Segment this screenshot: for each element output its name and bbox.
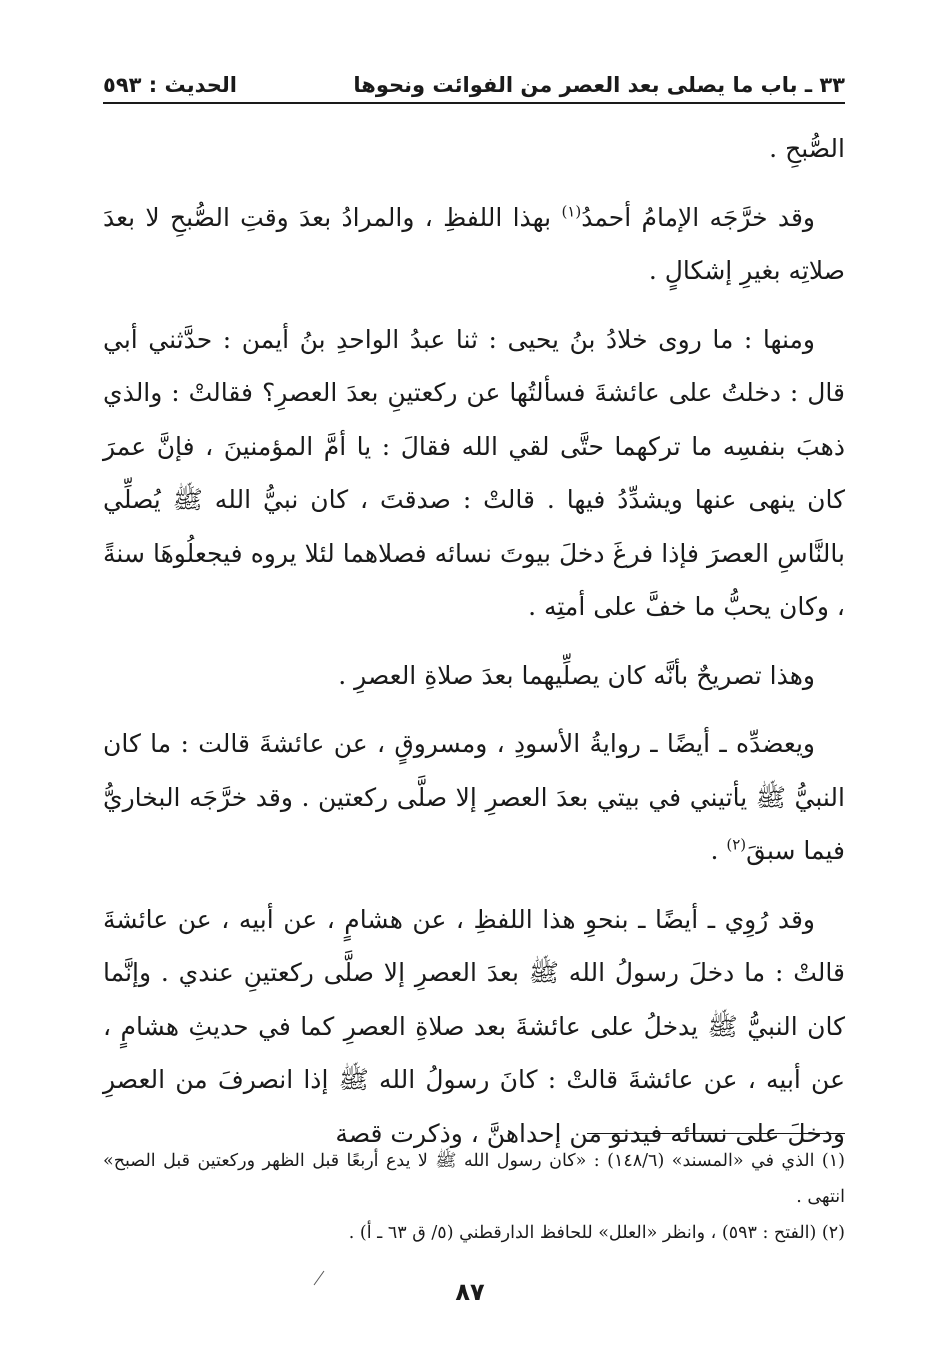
- paragraph-2-text-a: وقد خرَّجَه الإمامُ أحمدُ: [581, 202, 815, 232]
- page-number: ٨٧: [455, 1278, 485, 1306]
- footnote-1: (١) الذي في «المسند» (١٤٨/٦) : «كان رسول الله ﷺ لا يدع أربعًا قبل الظهر وركعتين قبل الصبح» انتهى .: [103, 1151, 845, 1207]
- footnote-rule: [587, 1133, 845, 1134]
- main-text: [103, 122, 845, 1175]
- hadith-number: الحديث : ٥٩٣: [103, 73, 237, 97]
- footnote-2: (٢) (الفتح : ٥٩٣) ، وانظر «العلل» للحافظ الدارقطني (٥/ ق ٦٣ ـ أ) .: [348, 1223, 845, 1243]
- running-header: [103, 68, 845, 102]
- paragraph-1: الصُّبحِ .: [769, 134, 845, 163]
- paragraph-2-text-b: بهذا اللفظِ ، والمرادُ بعدَ وقتِ الصُّبحِ لا بعدَ صلاتِه بغيرِ إشكالٍ .: [103, 202, 845, 285]
- stray-pen-mark: [313, 1270, 325, 1286]
- paragraph-3: ومنها : ما روى خلادُ بنُ يحيى : ثنا عبدُ الواحدِ بنُ أيمن : حدَّثني أبي قال : دخلتُ على عائشةَ فسألتُها عن ركعتينِ بعدَ العصرِ؟ فقالتْ : والذي ذهبَ بنفسِه ما تركهما حتَّى لقي الله فقالَ : يا أمَّ المؤمنينَ ، فإنَّ عمرَ كان ينهى عنها ويشدِّدُ فيها . قالتْ : صدقتَ ، كان نبيُّ الله ﷺ يُصلِّي بالنَّاسِ العصرَ فإذا فرغَ دخلَ بيوتَ نسائه فصلاهما لئلا يروه فيجعلُوهَا سنةً ، وكان يحبُّ ما خفَّ على أمتِه .: [103, 324, 845, 621]
- header-rule: [103, 102, 845, 104]
- paragraph-2: [103, 191, 845, 298]
- footnote-ref-1: (١): [561, 202, 582, 221]
- paragraph-5-text-b: .: [710, 836, 727, 865]
- footnotes: [103, 1143, 845, 1251]
- paragraph-4: وهذا تصريحٌ بأنَّه كان يصلِّيهما بعدَ صلاةِ العصرِ .: [338, 660, 815, 690]
- footnote-ref-2: (٢): [726, 835, 747, 854]
- paragraph-5-text-a: ويعضدِّه ـ أيضًا ـ روايةُ الأسودِ ، ومسروقٍ ، عن عائشةَ قالت : ما كان النبيُّ ﷺ يأتيني في بيتي بعدَ العصرِ إلا صلَّى ركعتين . وقد خرَّجَه البخاريُّ فيما سبقَ: [103, 729, 845, 865]
- chapter-title: ٣٣ ـ باب ما يصلى بعد العصر من الفوائت ونحوها: [353, 73, 845, 97]
- paragraph-6: وقد رُوِي ـ أيضًا ـ بنحوِ هذا اللفظِ ، عن هشامٍ ، عن أبيه ، عن عائشةَ قالتْ : ما دخلَ رسولُ الله ﷺ بعدَ العصرِ إلا صلَّى ركعتينِ عندي . وإنَّما كان النبيُّ ﷺ يدخلُ على عائشةَ بعد صلاةِ العصرِ كما في حديثِ هشامٍ ، عن أبيه ، عن عائشةَ قالتْ : كانَ رسولُ الله ﷺ إذا انصرفَ من العصرِ ودخلَ على نسائه فيدنو من إحداهنَّ ، وذكرت قصة: [103, 904, 845, 1148]
- paragraph-5: [103, 717, 845, 878]
